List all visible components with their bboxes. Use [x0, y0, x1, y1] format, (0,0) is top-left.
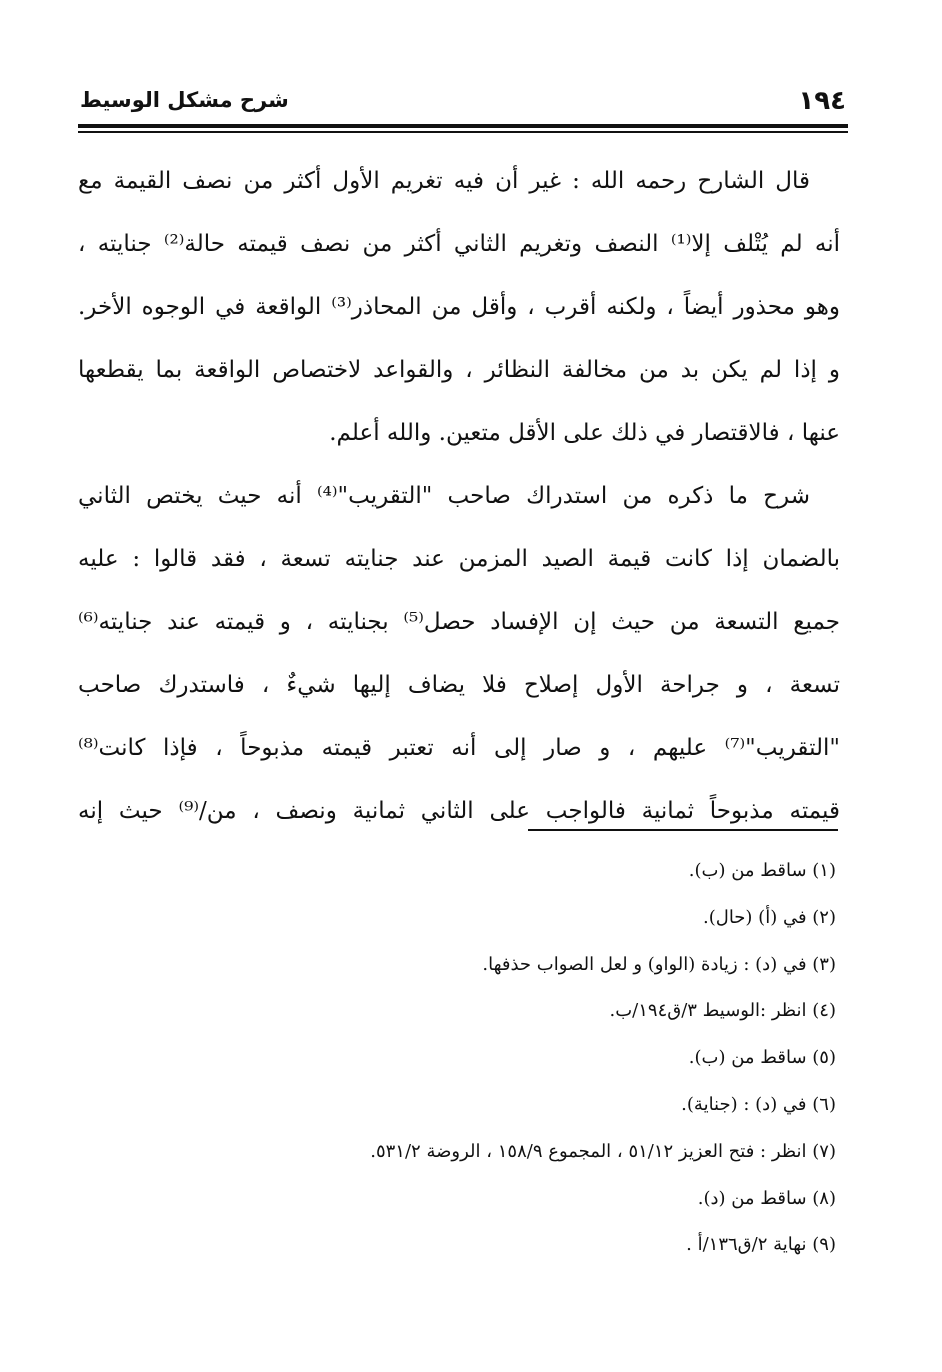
body-line: و إذا لم يكن بد من مخالفة النظائر ، والقواعد لاختصاص الواقعة بما يقطعها [78, 357, 840, 383]
footnote: (٨) ساقط من (د). [697, 1187, 836, 1209]
footnotes [78, 848, 836, 1269]
body-line: جميع التسعة من حيث إن الإفساد حصل⁽⁵⁾ بجنايته ، و قيمته عند جنايته⁽⁶⁾ [78, 609, 840, 635]
header-rule-thin [78, 131, 848, 133]
page-number: ١٩٤ [798, 86, 846, 116]
footnote-separator [528, 829, 838, 831]
footnote: (٦) في (د) : (جناية). [681, 1093, 836, 1115]
body-line: شرح ما ذكره من استدراك صاحب "التقريب"⁽⁴⁾ أنه حيث يختص الثاني [78, 483, 810, 509]
header-rule-thick [78, 124, 848, 128]
body-line: وهو محذور أيضاً ، ولكنه أقرب ، وأقل من المحاذر⁽³⁾ الواقعة في الوجوه الأخر. [78, 294, 840, 320]
footnote: (٧) انظر : فتح العزيز ٥١/١٢ ، المجموع ١٥٨/٩ ، الروضة ٥٣١/٢. [370, 1140, 836, 1162]
body-line: قيمته مذبوحاً ثمانية فالواجب على الثاني ثمانية ونصف ، من/⁽⁹⁾ حيث إنه [78, 798, 840, 824]
body-line: بالضمان إذا كانت قيمة الصيد المزمن عند جنايته تسعة ، فقد قالوا : عليه [78, 546, 840, 572]
footnote: (٢) في (أ) (حال). [703, 906, 836, 928]
footnote: (١) ساقط من (ب). [688, 860, 836, 881]
body-line: تسعة ، و جراحة الأول إصلاح فلا يضاف إليها شيءٌ ، فاستدرك صاحب [78, 672, 840, 698]
body-text [78, 150, 840, 843]
body-line: أنه لم يُتْلف إلا⁽¹⁾ النصف وتغريم الثاني أكثر من نصف قيمته حالة⁽²⁾ جنايته ، [78, 231, 840, 257]
footnote: (٤) انظر :الوسيط ٣/ق١٩٤/ب. [609, 1000, 836, 1022]
body-line: قال الشارح رحمه الله : غير أن فيه تغريم الأول أكثر من نصف القيمة مع [78, 168, 810, 194]
page-header [78, 84, 848, 124]
body-line: عنها ، فالاقتصار في ذلك على الأقل متعين. والله أعلم. [329, 420, 840, 446]
footnote: (٩) نهاية ٢/ق١٣٦/أ . [686, 1234, 836, 1256]
running-title: شرح مشكل الوسيط [80, 88, 289, 112]
body-line: "التقريب"⁽⁷⁾ عليهم ، و صار إلى أنه تعتبر قيمته مذبوحاً ، فإذا كانت⁽⁸⁾ [78, 735, 840, 761]
footnote: (٣) في (د) : زيادة (الواو) و لعل الصواب حذفها. [482, 953, 836, 975]
footnote: (٥) ساقط من (ب). [688, 1047, 836, 1069]
